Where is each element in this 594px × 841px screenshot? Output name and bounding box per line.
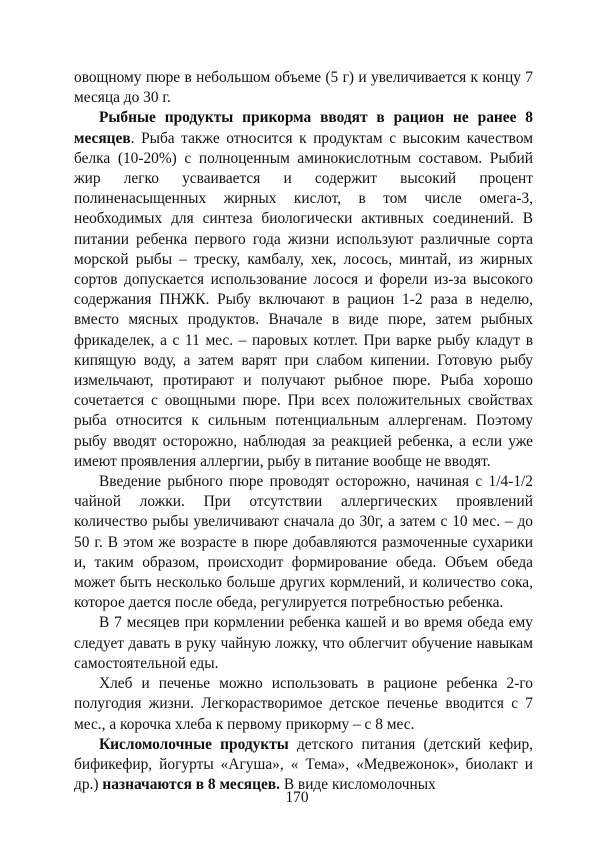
paragraph-fish-puree [74,472,533,613]
paragraph-text: . Рыба также относится к продуктам с высоким качеством белка (10-20%) с полноценным аминокислотным составом. Рыбий жир легко усваивается и содержит высокий процент полиненасыщенных жирных кислот, в том числе омега-3, необходимых для синтеза биологически активных соединений. В питании ребенка первого года жизни используют различные сорта морской рыбы – треску, камбалу, хек, лосось, минтай, из жирных сортов допускается использование лосося и форели из-за высокого содержания ПНЖК. Рыбу включают в рацион 1-2 раза в неделю, вместо мясных продуктов. Вначале в виде пюре, затем рыбных фрикаделек, а с 11 мес. – паровых котлет. При варке рыбу кладут в кипящую воду, а затем варят при слабом кипении. Готовую рыбу измельчают, протирают и получают рыбное пюре. Рыба хорошо сочетается с овощными пюре. При всех положительных свойствах рыба относится к сильным потенциальным аллергенам. Поэтому рыбу вводят осторожно, наблюдая за реакцией ребенка, а если уже имеют проявления аллергии, рыбу в питание вообще не вводят. [74,129,533,470]
paragraph-text: детского питания (детский кефир, бификефир, йогурты «Агуша», « Тема», «Медвежонок», биолакт и др.) [74,735,533,794]
paragraph-text: В 7 месяцев при кормлении ребенка кашей и во время обеда ему следует давать в руку чайную ложку, что облегчит обучение навыкам самостоятельной еды. [74,614,533,672]
paragraph-bold-lead: Рыбные продукты прикорма вводят в рацион не ранее 8 месяцев [74,109,533,147]
paragraph-fermented-milk [74,735,533,796]
page-body [74,68,533,795]
paragraph-text: овощному пюре в небольшом объеме (5 г) и увеличивается к концу 7 месяца до 30 г. [74,69,533,107]
page-number: 170 [285,789,309,806]
paragraph-fish-products [74,108,533,472]
paragraph-text: Хлеб и печенье можно использовать в рационе ребенка 2-го полугодия жизни. Легкорастворимое детское печенье вводится с 7 мес., а корочка хлеба к первому прикорму – с 8 мес. [74,675,533,733]
paragraph-text: Введение рыбного пюре проводят осторожно, начиная с 1/4-1/2 чайной ложки. При отсутствии аллергических проявлений количество рыбы увеличивают сначала до 30г, а затем с 10 мес. – до 50 г. В этом же возрасте в пюре добавляются размоченные сухарики и, таким образом, происходит формирование обеда. Объем обеда может быть несколько больше других кормлений, и количество сока, которое дается после обеда, регулируется потребностью ребенка. [74,473,533,612]
paragraph-bold-lead: Кисломолочные продукты [99,735,289,753]
paragraph-bread [74,674,533,735]
paragraph-text: В виде кисломолочных [279,776,436,794]
paragraph-bold-emphasis: назначаются в 8 месяцев. [102,776,280,794]
paragraph-1 [74,68,533,108]
paragraph-spoon [74,613,533,674]
